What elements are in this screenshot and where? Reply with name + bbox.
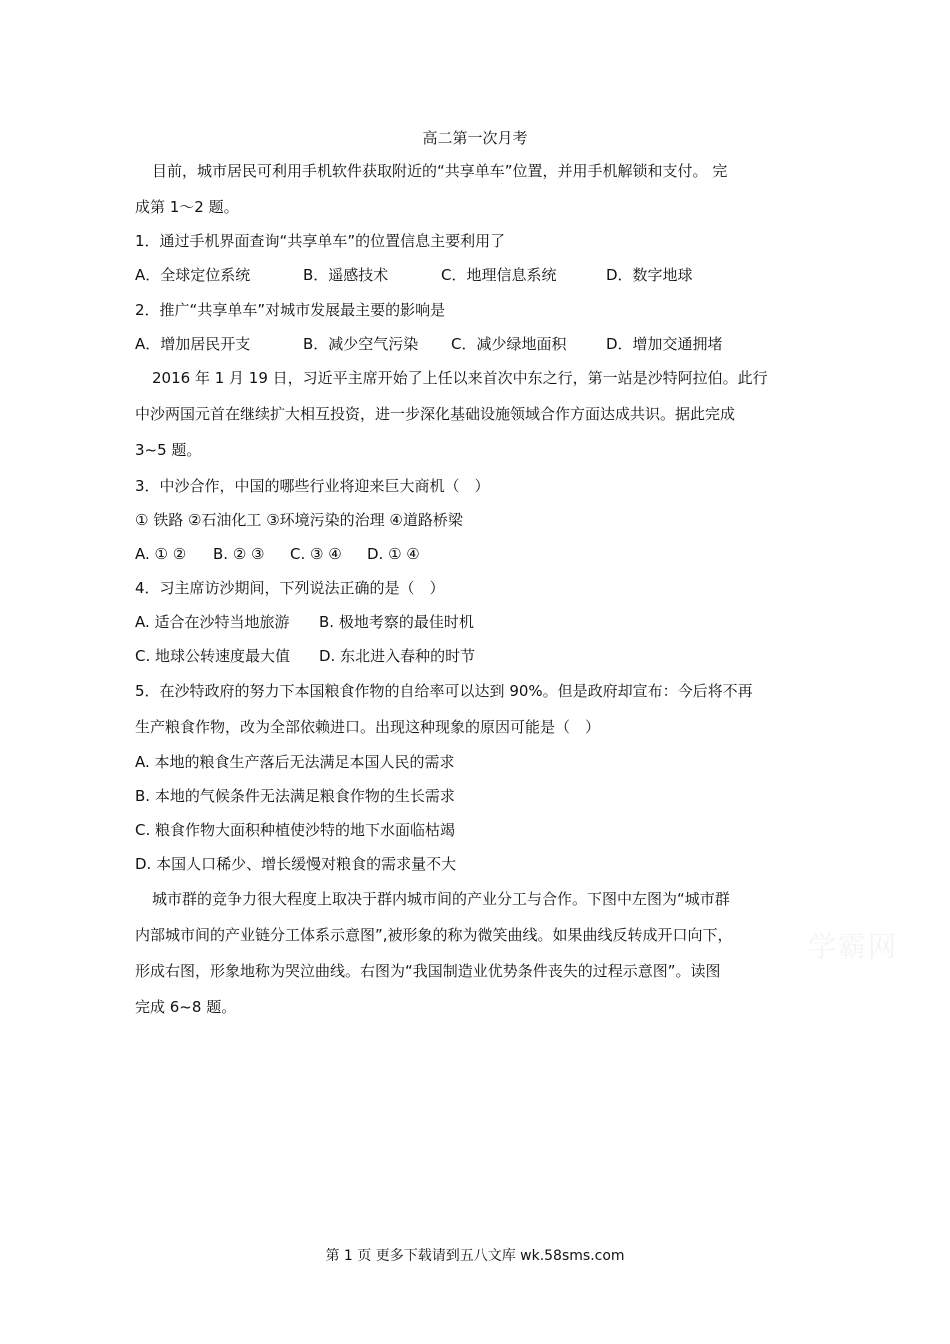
q5-option-d: D. 本国人口稀少、增长缓慢对粮食的需求量不大: [135, 855, 457, 873]
q4-option-b: B. 极地考察的最佳时机: [319, 613, 474, 631]
intro2-line-3: 3~5 题。: [135, 441, 202, 459]
q1-option-b: B．遥感技术: [303, 266, 389, 284]
page-footer: 第 1 页 更多下载请到五八文库 wk.58sms.com: [325, 1248, 625, 1264]
page-title: 高二第一次月考: [422, 129, 528, 147]
q3-option-d: D. ① ④: [367, 545, 420, 563]
q4-option-d: D. 东北进入春种的时节: [319, 647, 476, 665]
q4-stem: 4．习主席访沙期间，下列说法正确的是（ ）: [135, 579, 445, 597]
intro1-line-1: 目前，城市居民可利用手机软件获取附近的“共享单车”位置，并用手机解锁和支付。 完: [152, 162, 728, 180]
q3-option-c: C. ③ ④: [290, 545, 342, 563]
q4-option-c: C. 地球公转速度最大值: [135, 647, 291, 665]
q3-items: ① 铁路 ②石油化工 ③环境污染的治理 ④道路桥梁: [135, 511, 463, 529]
q1-option-a: A．全球定位系统: [135, 266, 251, 284]
q5-stem-line-1: 5．在沙特政府的努力下本国粮食作物的自给率可以达到 90%。但是政府却宣布：今后将不再: [135, 682, 753, 700]
q5-option-a: A. 本地的粮食生产落后无法满足本国人民的需求: [135, 753, 455, 771]
intro3-line-3: 形成右图，形象地称为哭泣曲线。右图为“我国制造业优势条件丧失的过程示意图”。读图: [135, 962, 721, 980]
intro2-line-1: 2016 年 1 月 19 日，习近平主席开始了上任以来首次中东之行，第一站是沙特阿拉伯。此行: [152, 369, 768, 387]
intro1-line-2: 成第 1～2 题。: [135, 198, 239, 216]
q2-option-b: B．减少空气污染: [303, 335, 419, 353]
q3-options: [135, 543, 815, 565]
q2-options: [135, 333, 815, 355]
q1-options: [135, 264, 815, 286]
intro3-line-1: 城市群的竞争力很大程度上取决于群内城市间的产业分工与合作。下图中左图为“城市群: [152, 890, 730, 908]
q2-option-c: C．减少绿地面积: [451, 335, 567, 353]
q3-option-b: B. ② ③: [213, 545, 265, 563]
q5-stem-line-2: 生产粮食作物，改为全部依赖进口。出现这种现象的原因可能是（ ）: [135, 718, 601, 736]
q5-option-b: B. 本地的气候条件无法满足粮食作物的生长需求: [135, 787, 455, 805]
q1-stem: 1．通过手机界面查询“共享单车”的位置信息主要利用了: [135, 232, 506, 250]
q5-option-c: C. 粮食作物大面积种植使沙特的地下水面临枯竭: [135, 821, 456, 839]
q2-option-a: A．增加居民开支: [135, 335, 251, 353]
q2-stem: 2．推广“共享单车”对城市发展最主要的影响是: [135, 301, 446, 319]
q3-option-a: A. ① ②: [135, 545, 187, 563]
q2-option-d: D．增加交通拥堵: [606, 335, 723, 353]
q1-option-c: C．地理信息系统: [441, 266, 557, 284]
q4-options-row-1: [135, 611, 815, 633]
q4-options-row-2: [135, 645, 815, 667]
q1-option-d: D．数字地球: [606, 266, 693, 284]
q3-stem: 3．中沙合作，中国的哪些行业将迎来巨大商机（ ）: [135, 477, 490, 495]
watermark: 学霸网: [808, 930, 899, 963]
intro2-line-2: 中沙两国元首在继续扩大相互投资，进一步深化基础设施领域合作方面达成共识。据此完成: [135, 405, 736, 423]
intro3-line-4: 完成 6~8 题。: [135, 998, 237, 1016]
intro3-line-2: 内部城市间的产业链分工体系示意图”,被形象的称为微笑曲线。如果曲线反转成开口向下，: [135, 926, 733, 944]
q4-option-a: A. 适合在沙特当地旅游: [135, 613, 290, 631]
